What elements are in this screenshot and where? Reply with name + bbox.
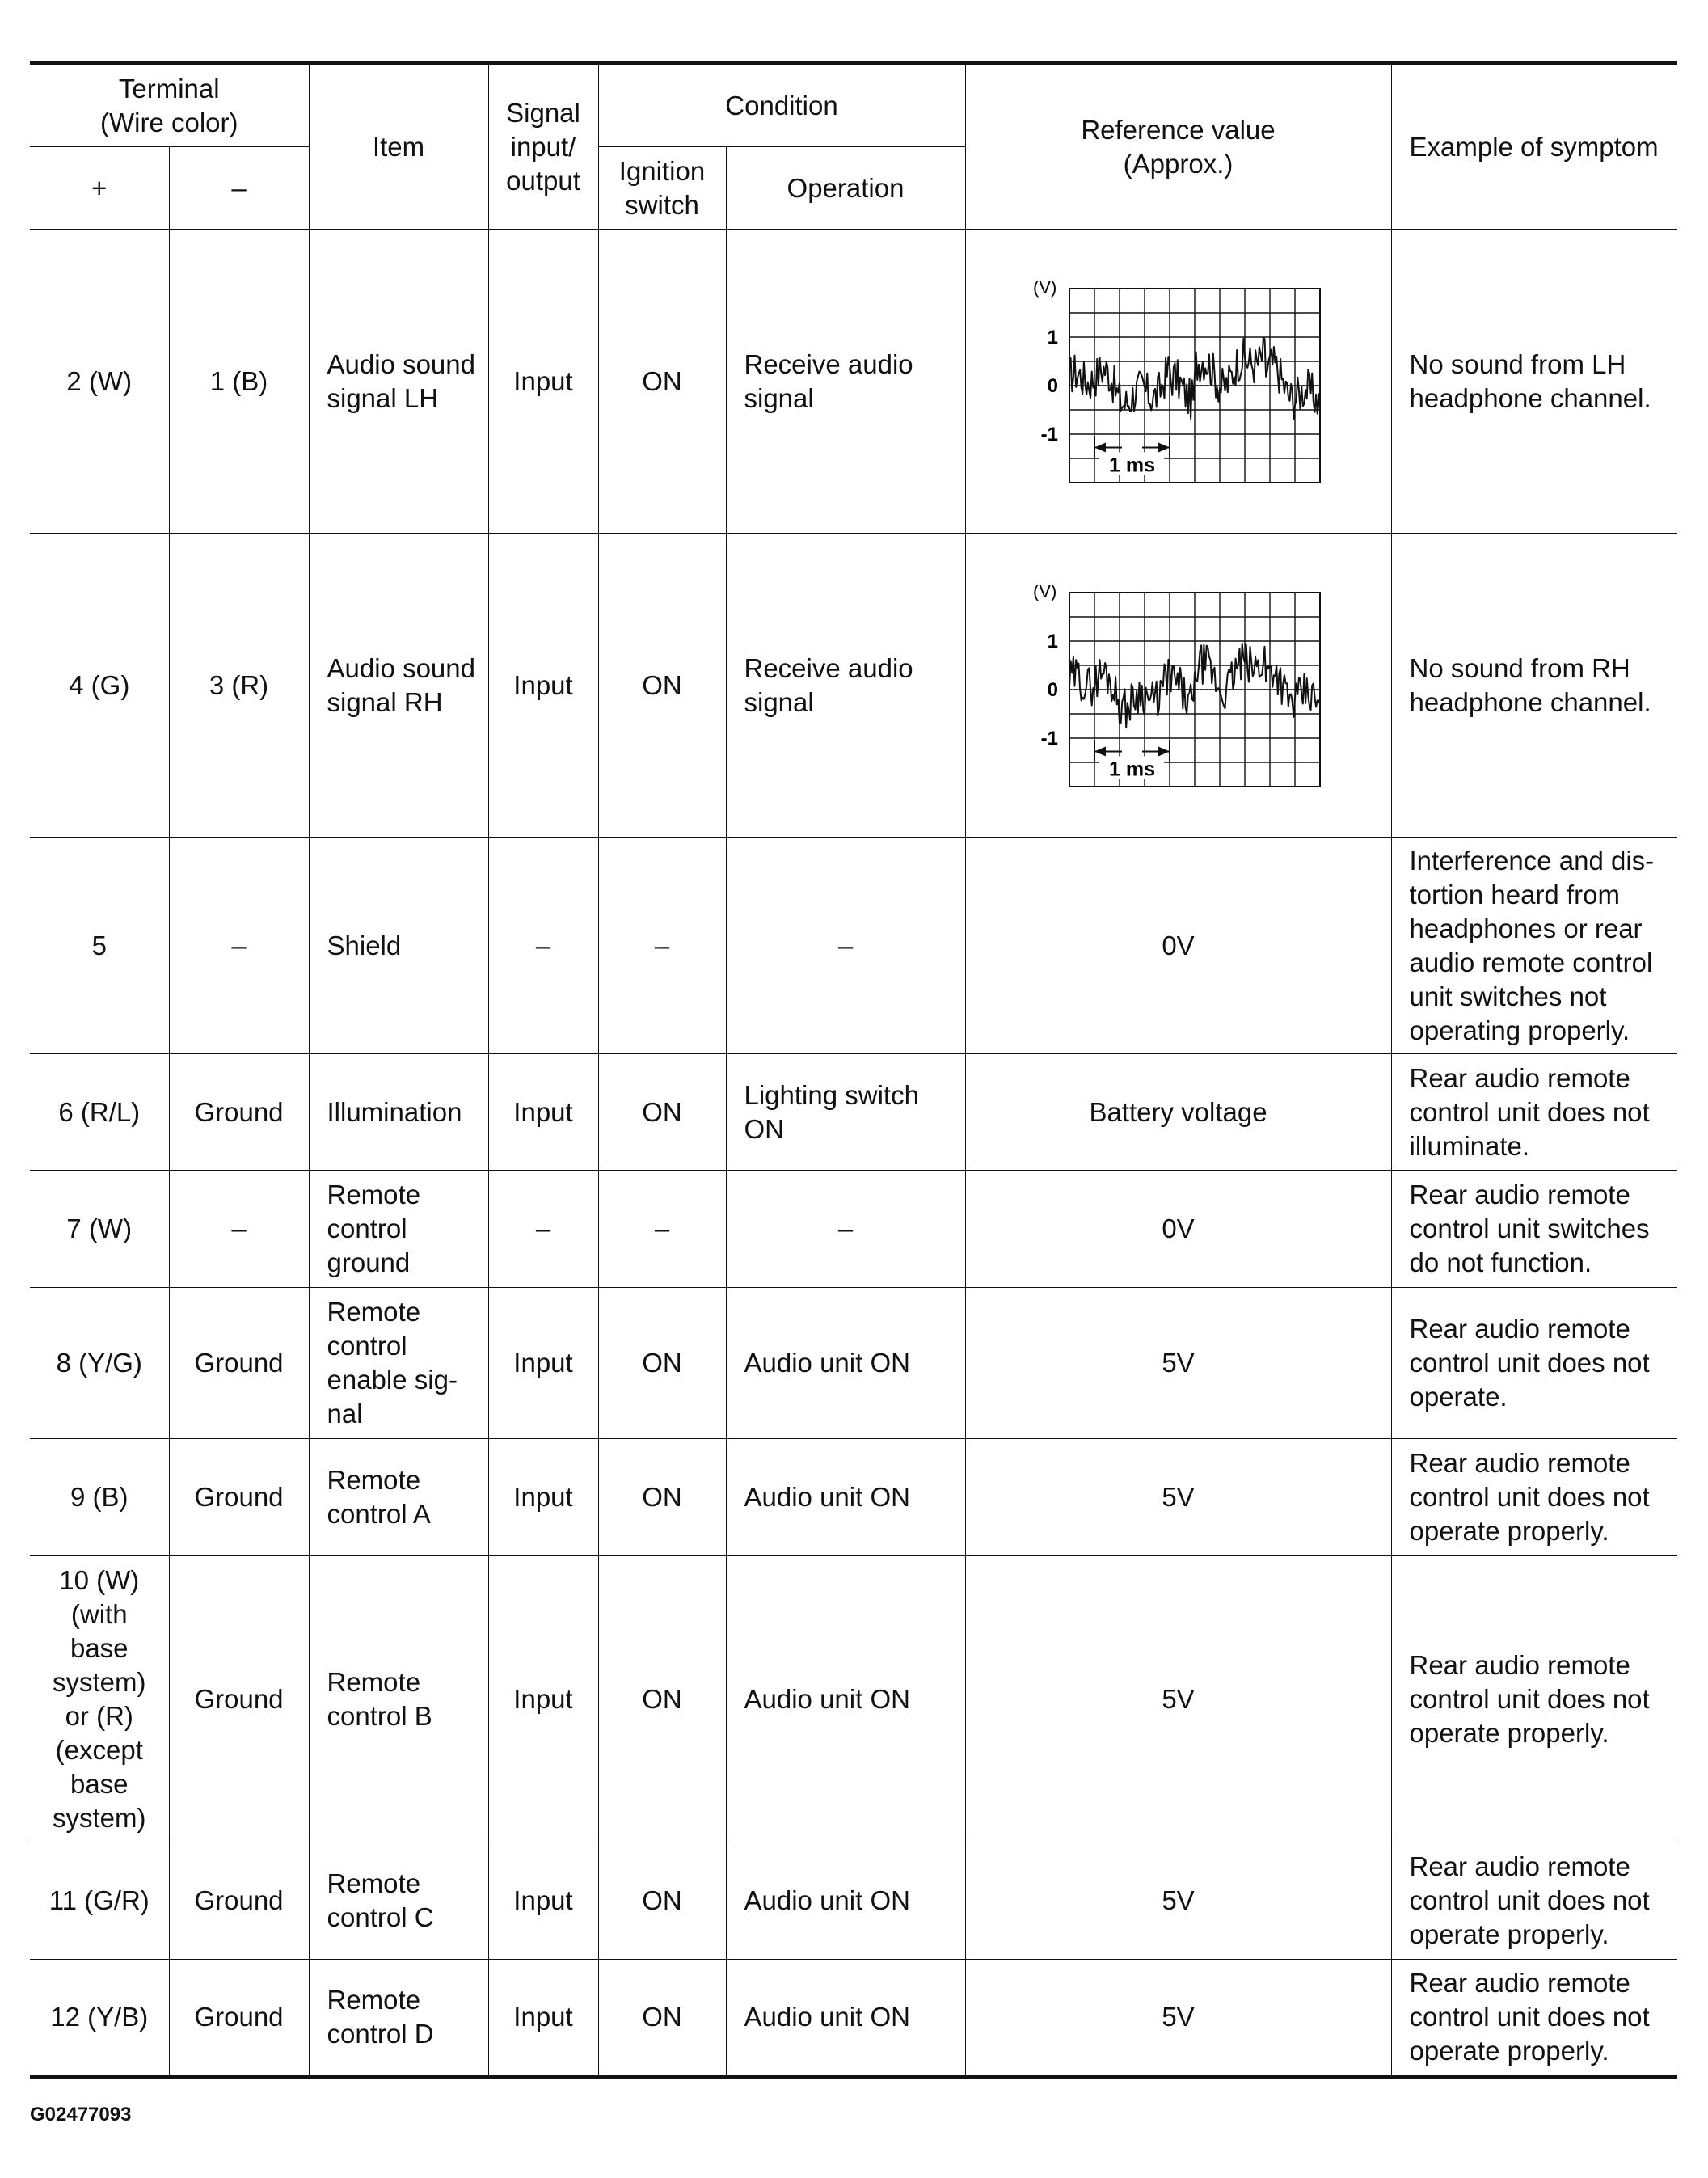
minus-header: –: [169, 147, 309, 230]
operation-cell: Lighting switch ON: [726, 1054, 965, 1171]
symptom-cell: Interference and dis- tortion heard from headphones or rear audio remote control unit switches not operating properly.: [1391, 838, 1677, 1054]
terminal-plus-cell: 12 (Y/B): [30, 1960, 169, 2077]
ignition-switch-cell: ON: [598, 1288, 726, 1439]
symptom-cell: Rear audio remote control unit does not operate properly.: [1391, 1439, 1677, 1556]
operation-cell: –: [726, 838, 965, 1054]
reference-value-cell: 0V: [965, 838, 1391, 1054]
time-arrow-head: [1094, 746, 1106, 756]
operation-cell: Audio unit ON: [726, 1556, 965, 1842]
operation-cell: –: [726, 1171, 965, 1288]
terminal-minus-cell: Ground: [169, 1960, 309, 2077]
reference-value-cell: 0V: [965, 1171, 1391, 1288]
ignition-switch-header: Ignition switch: [598, 147, 726, 230]
symptom-cell: Rear audio remote control unit does not operate properly.: [1391, 1556, 1677, 1842]
ignition-switch-cell: ON: [598, 1556, 726, 1842]
plus-header: +: [30, 147, 169, 230]
operation-cell: Receive audio signal: [726, 230, 965, 534]
item-cell: Remote control C: [309, 1842, 488, 1960]
terminal-minus-cell: Ground: [169, 1439, 309, 1556]
reference-value-cell: 5V: [965, 1288, 1391, 1439]
table-row: [30, 230, 1677, 534]
reference-value-cell: 5V: [965, 1439, 1391, 1556]
terminal-minus-cell: Ground: [169, 1288, 309, 1439]
ignition-switch-cell: –: [598, 1171, 726, 1288]
item-cell: Remote control D: [309, 1960, 488, 2077]
ignition-switch-cell: ON: [598, 1439, 726, 1556]
item-cell: Remote control enable sig- nal: [309, 1288, 488, 1439]
table-row: [30, 1054, 1677, 1171]
terminal-plus-cell: 6 (R/L): [30, 1054, 169, 1171]
item-cell: Shield: [309, 838, 488, 1054]
signal-io-cell: Input: [488, 1960, 598, 2077]
time-arrow-head: [1158, 746, 1170, 756]
reference-value-cell: 5V: [965, 1960, 1391, 2077]
terminal-plus-cell: 9 (B): [30, 1439, 169, 1556]
reference-value-cell: 5V: [965, 1842, 1391, 1960]
terminal-plus-cell: 11 (G/R): [30, 1842, 169, 1960]
terminal-plus-cell: 5: [30, 838, 169, 1054]
item-header: Item: [309, 63, 488, 230]
table-row: [30, 1171, 1677, 1288]
condition-header: Condition: [598, 63, 965, 147]
ignition-switch-cell: ON: [598, 1842, 726, 1960]
operation-cell: Audio unit ON: [726, 1288, 965, 1439]
ignition-switch-cell: ON: [598, 1960, 726, 2077]
signal-io-header: Signal input/ output: [488, 63, 598, 230]
reference-value-cell: 5V: [965, 1556, 1391, 1842]
terminal-plus-cell: 10 (W) (with base system) or (R) (except base system): [30, 1556, 169, 1842]
terminal-minus-cell: Ground: [169, 1842, 309, 1960]
terminal-minus-cell: Ground: [169, 1054, 309, 1171]
signal-io-cell: –: [488, 838, 598, 1054]
table-row: [30, 1288, 1677, 1439]
terminal-plus-cell: 2 (W): [30, 230, 169, 534]
item-cell: Illumination: [309, 1054, 488, 1171]
reference-waveform-cell: [965, 230, 1391, 534]
item-cell: Audio sound signal RH: [309, 534, 488, 838]
example-symptom-header: Example of symptom: [1391, 63, 1677, 230]
terminal-reference-table: [30, 61, 1677, 2079]
table-row: [30, 1960, 1677, 2077]
symptom-cell: No sound from RH headphone channel.: [1391, 534, 1677, 838]
time-arrow-head: [1158, 442, 1170, 452]
signal-io-cell: Input: [488, 1288, 598, 1439]
reference-value-cell: Battery voltage: [965, 1054, 1391, 1171]
waveform-chart: [1029, 272, 1328, 491]
y-tick-label: -1: [1040, 727, 1058, 749]
signal-io-cell: Input: [488, 1054, 598, 1171]
signal-io-cell: Input: [488, 1842, 598, 1960]
y-tick-label: 1: [1047, 630, 1058, 652]
ignition-switch-cell: ON: [598, 230, 726, 534]
reference-value-header: Reference value (Approx.): [965, 63, 1391, 230]
signal-io-cell: –: [488, 1171, 598, 1288]
y-tick-label: 0: [1047, 374, 1058, 397]
symptom-cell: Rear audio remote control unit does not operate properly.: [1391, 1842, 1677, 1960]
table-row: [30, 838, 1677, 1054]
symptom-cell: Rear audio remote control unit does not operate properly.: [1391, 1960, 1677, 2077]
operation-header: Operation: [726, 147, 965, 230]
terminal-header: Terminal (Wire color): [30, 63, 309, 147]
symptom-cell: No sound from LH headphone channel.: [1391, 230, 1677, 534]
figure-id: G02477093: [30, 2104, 132, 2125]
terminal-minus-cell: Ground: [169, 1556, 309, 1842]
operation-cell: Audio unit ON: [726, 1439, 965, 1556]
table-row: [30, 1439, 1677, 1556]
time-scale-label: 1 ms: [1108, 758, 1155, 780]
operation-cell: Audio unit ON: [726, 1960, 965, 2077]
terminal-plus-cell: 4 (G): [30, 534, 169, 838]
signal-io-cell: Input: [488, 534, 598, 838]
item-cell: Remote control B: [309, 1556, 488, 1842]
terminal-minus-cell: –: [169, 1171, 309, 1288]
operation-cell: Receive audio signal: [726, 534, 965, 838]
reference-waveform-cell: [965, 534, 1391, 838]
item-cell: Remote control ground: [309, 1171, 488, 1288]
y-unit-label: (V): [1032, 276, 1056, 298]
time-arrow-head: [1094, 442, 1106, 452]
signal-io-cell: Input: [488, 1439, 598, 1556]
y-tick-label: 1: [1047, 326, 1058, 348]
terminal-plus-cell: 7 (W): [30, 1171, 169, 1288]
waveform-chart: [1029, 576, 1328, 795]
y-unit-label: (V): [1032, 580, 1056, 601]
item-cell: Remote control A: [309, 1439, 488, 1556]
symptom-cell: Rear audio remote control unit does not illuminate.: [1391, 1054, 1677, 1171]
terminal-minus-cell: –: [169, 838, 309, 1054]
y-tick-label: -1: [1040, 423, 1058, 445]
time-scale-label: 1 ms: [1108, 454, 1155, 476]
signal-io-cell: Input: [488, 230, 598, 534]
operation-cell: Audio unit ON: [726, 1842, 965, 1960]
table-row: [30, 1842, 1677, 1960]
signal-io-cell: Input: [488, 1556, 598, 1842]
table-row: [30, 534, 1677, 838]
ignition-switch-cell: ON: [598, 1054, 726, 1171]
terminal-plus-cell: 8 (Y/G): [30, 1288, 169, 1439]
terminal-minus-cell: 3 (R): [169, 534, 309, 838]
item-cell: Audio sound signal LH: [309, 230, 488, 534]
symptom-cell: Rear audio remote control unit switches do not function.: [1391, 1171, 1677, 1288]
table-row: [30, 1556, 1677, 1842]
y-tick-label: 0: [1047, 678, 1058, 701]
symptom-cell: Rear audio remote control unit does not operate.: [1391, 1288, 1677, 1439]
terminal-minus-cell: 1 (B): [169, 230, 309, 534]
ignition-switch-cell: ON: [598, 534, 726, 838]
ignition-switch-cell: –: [598, 838, 726, 1054]
